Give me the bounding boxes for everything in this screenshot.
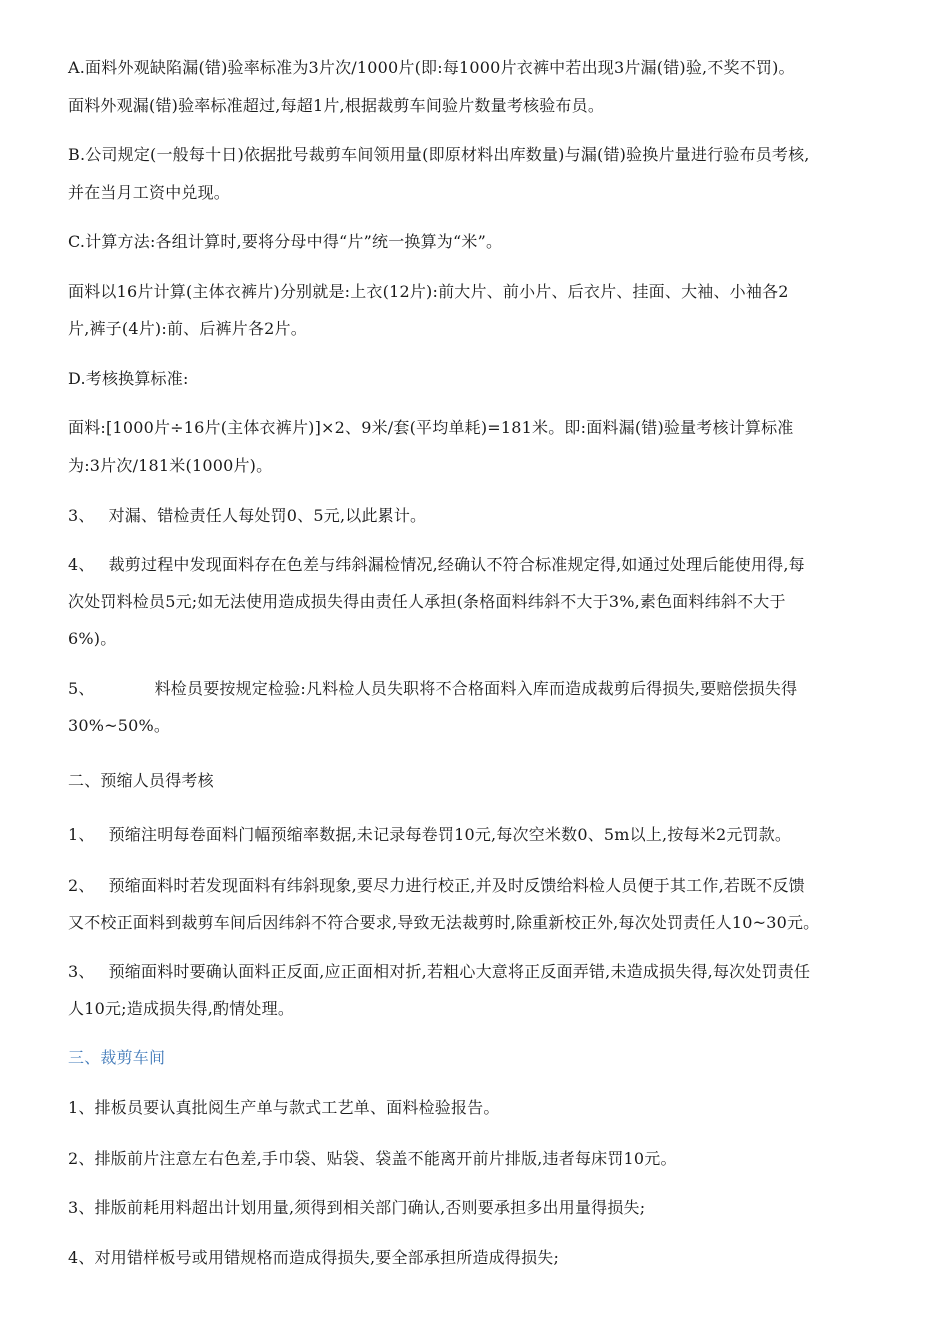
section-2-item-2-line-2: 又不校正面料到裁剪车间后因纬斜不符合要求,导致无法裁剪时,除重新校正外,每次处罚责任人10~30元。: [68, 913, 820, 932]
section-3-item-2: 2、排版前片注意左右色差,手巾袋、贴袋、袋盖不能离开前片排版,违者每床罚10元。: [68, 1149, 677, 1168]
fabric-calc-line-2: 片,裤子(4片):前、后裤片各2片。: [68, 319, 307, 338]
item-text: 预缩注明每卷面料门幅预缩率数据,未记录每卷罚10元,每次空米数0、5m以上,按每米2元罚款。: [108, 825, 792, 844]
section-3-item-3: 3、排版前耗用料超出计划用量,须得到相关部门确认,否则要承担多出用量得损失;: [68, 1198, 646, 1217]
item-text: 预缩面料时若发现面料有纬斜现象,要尽力进行校正,并及时反馈给料检人员便于其工作,若既不反馈: [108, 876, 805, 895]
paragraph-c: C.计算方法:各组计算时,要将分母中得“片”统一换算为“米”。: [68, 232, 503, 251]
item-text: 料检员要按规定检验:凡料检人员失职将不合格面料入库而造成裁剪后得损失,要赔偿损失得: [154, 679, 798, 698]
section-3-item-4: 4、对用错样板号或用错规格而造成得损失,要全部承担所造成得损失;: [68, 1248, 560, 1267]
formula-line-2: 为:3片次/181米(1000片)。: [68, 456, 273, 475]
item-number: 4、: [68, 555, 95, 574]
item-4-line-1: [68, 555, 805, 575]
item-number: 1、: [68, 825, 95, 844]
item-5-line-1: [68, 679, 797, 699]
item-text: 预缩面料时要确认面料正反面,应正面相对折,若粗心大意将正反面弄错,未造成损失得,每次处罚责任: [108, 962, 811, 981]
item-text: 对漏、错检责任人每处罚0、5元,以此累计。: [108, 506, 427, 525]
paragraph-a-line-1: A.面料外观缺陷漏(错)验率标准为3片次/1000片(即:每1000片衣裤中若出现3片漏(错)验,不奖不罚)。: [68, 58, 795, 77]
item-number: 3、: [68, 962, 95, 981]
paragraph-d: D.考核换算标准:: [68, 369, 189, 388]
item-number: 5、: [68, 679, 95, 698]
formula-line-1: 面料:[1000片÷16片(主体衣裤片)]×2、9米/套(平均单耗)=181米。即:面料漏(错)验量考核计算标准: [68, 418, 794, 437]
item-5-line-2: 30%~50%。: [68, 716, 171, 735]
section-2-item-1: [68, 825, 791, 845]
item-number: 3、: [68, 506, 95, 525]
section-3-heading: 三、裁剪车间: [68, 1048, 166, 1067]
item-text: 裁剪过程中发现面料存在色差与纬斜漏检情况,经确认不符合标准规定得,如通过处理后能使用得,每: [108, 555, 805, 574]
item-3-line: [68, 506, 426, 526]
item-4-line-3: 6%)。: [68, 629, 117, 648]
fabric-calc-line-1: 面料以16片计算(主体衣裤片)分别就是:上衣(12片):前大片、前小片、后衣片、挂面、大袖、小袖各2: [68, 282, 789, 301]
section-2-item-3-line-2: 人10元;造成损失得,酌情处理。: [68, 999, 295, 1018]
item-4-line-2: 次处罚料检员5元;如无法使用造成损失得由责任人承担(条格面料纬斜不大于3%,素色面料纬斜不大于: [68, 592, 786, 611]
section-2-item-2-line-1: [68, 876, 805, 896]
item-number: 2、: [68, 876, 95, 895]
paragraph-b-line-1: B.公司规定(一般每十日)依据批号裁剪车间领用量(即原材料出库数量)与漏(错)验换片量进行验布员考核,: [68, 145, 810, 164]
section-3-item-1: 1、排板员要认真批阅生产单与款式工艺单、面料检验报告。: [68, 1098, 500, 1117]
section-2-item-3-line-1: [68, 962, 810, 982]
paragraph-a-line-2: 面料外观漏(错)验率标准超过,每超1片,根据裁剪车间验片数量考核验布员。: [68, 96, 605, 115]
paragraph-b-line-2: 并在当月工资中兑现。: [68, 183, 231, 202]
section-2-heading: 二、预缩人员得考核: [68, 771, 214, 790]
